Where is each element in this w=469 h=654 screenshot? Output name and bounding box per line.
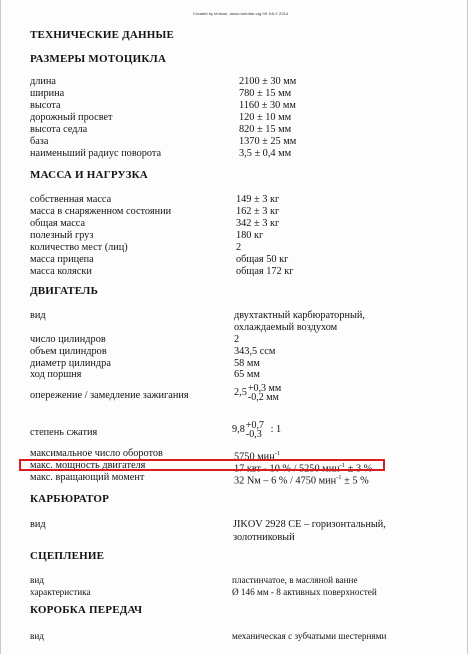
spec-value: 120 ± 10 мм	[239, 112, 292, 123]
spec-value: 820 ± 15 мм	[239, 124, 292, 135]
spec-row-ignition	[0, 383, 469, 403]
spec-label: вид	[30, 575, 44, 585]
spec-label: объем цилиндров	[30, 346, 107, 357]
spec-value: механическая с зубчатыми шестернями	[232, 631, 387, 641]
spec-value: 2100 ± 30 мм	[239, 76, 297, 87]
value-tail: ± 3 %	[345, 463, 373, 475]
spec-label: степень сжатия	[30, 427, 98, 438]
spec-row	[0, 124, 469, 136]
spec-label: масса коляски	[30, 266, 92, 277]
spec-row	[0, 194, 469, 206]
page-title: ТЕХНИЧЕСКИЕ ДАННЫЕ	[30, 29, 175, 41]
spec-row	[0, 334, 469, 346]
spec-row	[0, 242, 469, 254]
spec-label: высота	[30, 100, 61, 111]
spec-label: вид	[30, 310, 46, 321]
spec-value: 2	[236, 242, 242, 253]
spec-value: 58 мм	[234, 358, 260, 369]
spec-label: ход поршня	[30, 369, 82, 380]
spec-value	[232, 421, 281, 439]
section-heading-engine: ДВИГАТЕЛЬ	[30, 285, 99, 297]
spec-row	[0, 322, 469, 334]
spec-label: масса в снаряженном состоянии	[30, 206, 172, 217]
spec-value: золотниковый	[233, 532, 295, 543]
spec-value: пластинчатое, в масляной ванне	[232, 575, 358, 585]
spec-value: охлаждаемый воздухом	[234, 322, 338, 333]
spec-value: Ø 146 мм - 8 активных поверхностей	[232, 587, 377, 597]
section-heading-clutch: СЦЕПЛЕНИЕ	[30, 550, 105, 562]
value-superscript: -1	[336, 474, 342, 481]
spec-label: характеристика	[30, 587, 91, 597]
spec-label: диаметр цилиндра	[30, 358, 111, 369]
spec-label: собственная масса	[30, 194, 112, 205]
spec-value: 1160 ± 30 мм	[239, 100, 296, 111]
spec-value	[234, 472, 369, 487]
spec-row	[0, 112, 469, 124]
value-tail: ± 5 %	[341, 475, 369, 487]
spec-label: опережение / замедление зажигания	[30, 390, 189, 401]
spec-value: 1370 ± 25 мм	[239, 136, 297, 147]
section-heading-carburetor: КАРБЮРАТОР	[30, 493, 110, 505]
spec-label: общая масса	[30, 218, 86, 229]
spec-row	[0, 519, 469, 531]
spec-value: общая 50 кг	[236, 254, 289, 265]
spec-value: общая 172 кг	[236, 266, 294, 277]
spec-value: 3,5 ± 0,4 мм	[239, 148, 292, 159]
value-superscript: -1	[274, 450, 281, 457]
spec-row	[0, 254, 469, 266]
spec-value: 342 ± 3 кг	[236, 218, 280, 229]
watermark: Created by lenkom, www.motofan.org 09 JULY 2014	[193, 11, 289, 16]
ignition-tolerance	[248, 384, 281, 402]
spec-row	[0, 472, 469, 487]
spec-row	[0, 230, 469, 242]
spec-value: 2	[234, 334, 240, 345]
value-text: 32 Nм – 6 % / 4750 мин	[234, 475, 337, 487]
compression-tolerance	[246, 421, 264, 439]
spec-row	[0, 586, 469, 598]
spec-value: 180 кг	[236, 230, 264, 241]
spec-row-compression	[0, 420, 469, 440]
spec-row	[0, 206, 469, 218]
spec-value: двухтактный карбюраторный,	[234, 310, 365, 321]
spec-row	[0, 100, 469, 112]
spec-value: JIKOV 2928 CE – горизонтальный,	[233, 519, 386, 530]
spec-label: количество мест (лиц)	[30, 242, 128, 253]
ignition-base: 2,5	[234, 387, 247, 398]
spec-label: дорожный просвет	[30, 112, 113, 123]
tolerance-plus: +0,7	[245, 420, 265, 431]
spec-label: число цилиндров	[30, 334, 106, 345]
value-text: 5750 мин	[234, 451, 275, 463]
spec-label: макс. вращающий момент	[30, 472, 145, 483]
spec-row	[0, 218, 469, 230]
section-heading-gearbox: КОРОБКА ПЕРЕДАЧ	[30, 604, 143, 616]
section-heading-mass: МАССА И НАГРУЗКА	[30, 169, 148, 181]
spec-value: 780 ± 15 мм	[239, 88, 292, 99]
spec-value: 162 ± 3 кг	[236, 206, 280, 217]
spec-row	[0, 266, 469, 278]
spec-row	[0, 532, 469, 544]
spec-label: ширина	[30, 88, 65, 99]
spec-row	[0, 76, 469, 88]
compression-base: 9,8	[232, 424, 245, 435]
spec-label: макс. мощность двигателя	[30, 460, 146, 471]
spec-row	[0, 369, 469, 381]
spec-row	[0, 148, 469, 160]
value-superscript: -1	[339, 462, 346, 469]
spec-row	[0, 310, 469, 322]
spec-row	[0, 136, 469, 148]
spec-row	[0, 630, 469, 642]
spec-label: база	[30, 136, 49, 147]
spec-row	[0, 346, 469, 358]
section-heading-dimensions: РАЗМЕРЫ МОТОЦИКЛА	[30, 53, 167, 65]
spec-label: вид	[30, 631, 44, 641]
tolerance-plus: +0,3 мм	[247, 383, 282, 394]
spec-row	[0, 88, 469, 100]
spec-value: 65 мм	[234, 369, 260, 380]
spec-row	[0, 574, 469, 586]
spec-label: максимальное число оборотов	[30, 448, 163, 459]
spec-label: наименьший радиус поворота	[30, 148, 162, 159]
tolerance-minus: -0,3	[245, 429, 262, 440]
value-text: 17 квт - 10 % / 5250 мин	[234, 463, 340, 475]
tolerance-minus: -0,2 мм	[247, 392, 279, 403]
spec-label: вид	[30, 519, 46, 530]
spec-label: полезный груз	[30, 230, 94, 241]
spec-value: 343,5 ccм	[234, 346, 276, 357]
compression-ratio-suffix: : 1	[270, 424, 282, 435]
spec-value: 149 ± 3 кг	[236, 194, 280, 205]
spec-label: масса прицепа	[30, 254, 94, 265]
spec-label: длина	[30, 76, 56, 87]
spec-value	[234, 384, 281, 402]
highlight-box	[19, 459, 385, 471]
spec-label: высота седла	[30, 124, 88, 135]
